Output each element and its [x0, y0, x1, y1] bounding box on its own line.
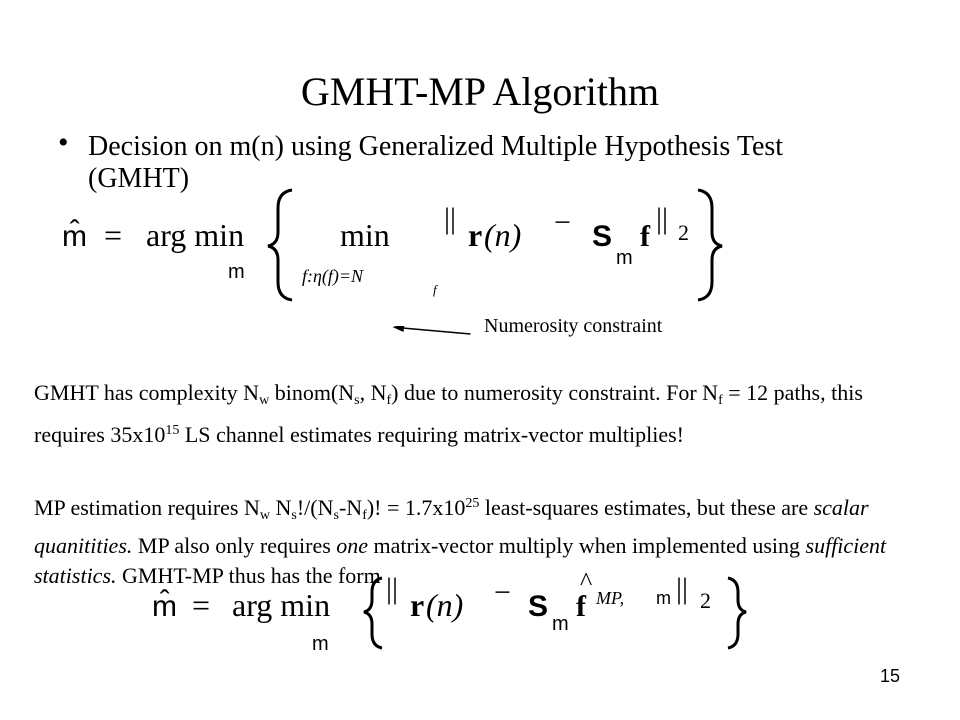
p2-italic-one: one	[336, 533, 369, 558]
p1-sub-f: f	[386, 393, 392, 408]
p2-text-3: !/(N	[296, 495, 334, 520]
eq1-n: (n)	[484, 217, 522, 253]
bullet-dot: •	[58, 126, 69, 159]
p2-sub-s: s	[291, 508, 297, 523]
p1-sub-w: w	[259, 393, 270, 408]
eq1-norm-open: ||	[444, 202, 457, 235]
eq1-S: S	[592, 220, 613, 253]
p1-sup-15: 15	[165, 423, 180, 438]
eq1-norm-power: 2	[678, 220, 689, 245]
p1-text-2: binom(N	[269, 380, 355, 405]
numerosity-label: Numerosity constraint	[484, 315, 663, 337]
p1-text-6: LS channel estimates requiring matrix-vector multiplies!	[179, 422, 684, 447]
eq2-f-hat: ^	[580, 567, 593, 596]
p1-text-4: ) due to numerosity constraint. For N	[391, 380, 719, 405]
p2-sub-w: w	[259, 508, 271, 523]
eq2-norm-close: ||	[676, 572, 689, 605]
eq2-f: f	[576, 590, 586, 623]
eq2-minus: −	[494, 576, 511, 609]
eq2-norm-power: 2	[700, 588, 711, 613]
p2-sub-f: f	[362, 508, 367, 523]
eq1-lhs: m̂	[62, 220, 87, 253]
p1-text-1: GMHT has complexity N	[34, 380, 260, 405]
eq1-equals: =	[104, 217, 123, 253]
eq2-lhs: m̂	[152, 590, 177, 623]
p2-italic-sufficient: sufficient statistics.	[34, 533, 887, 588]
p2-text-2: N	[270, 495, 292, 520]
p2-sub-s2: s	[333, 508, 339, 523]
eq1-inner-min-sub-f: f	[433, 282, 437, 297]
eq2-right-brace	[728, 578, 746, 648]
eq1-minus: −	[554, 206, 571, 239]
eq1-norm-close: ||	[656, 202, 669, 235]
eq2-r: r	[410, 587, 425, 623]
eq1-inner-min-sub: f:η(f)=N	[302, 266, 364, 286]
eq1-S-sub: m	[616, 247, 633, 269]
eq1-r: r	[468, 217, 483, 253]
eq2-norm-open: ||	[386, 572, 399, 605]
p2-text-7: MP also only requires	[132, 533, 337, 558]
p1-sub-f2: f	[718, 393, 723, 408]
eq2-n: (n)	[426, 587, 464, 623]
bullet-line-2: (GMHT)	[88, 163, 190, 194]
p2-text-8: matrix-vector multiply when implemented using	[368, 533, 806, 558]
eq2-argmin-sub: m	[312, 633, 329, 655]
eq2-equals: =	[192, 587, 211, 623]
p2-text-4: -N	[338, 495, 363, 520]
eq2-argmin: arg min	[232, 587, 331, 623]
eq2-f-sup: MP,	[596, 588, 625, 608]
eq2-left-brace	[364, 578, 382, 648]
p1-text-5: = 12 paths, this requires 35x10	[34, 380, 863, 447]
p2-text-6: least-squares estimates, but these are	[479, 495, 814, 520]
eq1-inner-min: min	[340, 217, 390, 253]
page-number: 15	[880, 666, 901, 686]
p1-text-3: , N	[359, 380, 387, 405]
bullet-line-1: Decision on m(n) using Generalized Multiple Hypothesis Test	[88, 131, 784, 162]
eq2-S: S	[528, 590, 549, 623]
eq2-f-sup-m: m	[656, 588, 671, 608]
p2-italic-scalar: scalar quanitities.	[34, 495, 869, 558]
p1-sub-s: s	[354, 393, 360, 408]
p2-text-9: GMHT-MP thus has the form	[116, 563, 381, 588]
slide-title: GMHT-MP Algorithm	[300, 69, 660, 114]
eq2-S-sub: m	[552, 613, 569, 635]
p2-text-1: MP estimation requires N	[34, 495, 260, 520]
p2-text-5: )! = 1.7x10	[366, 495, 466, 520]
p2-sup-25: 25	[465, 496, 480, 511]
eq1-f: f	[640, 220, 650, 253]
eq1-argmin-sub: m	[228, 261, 245, 283]
eq1-argmin: arg min	[146, 217, 245, 253]
